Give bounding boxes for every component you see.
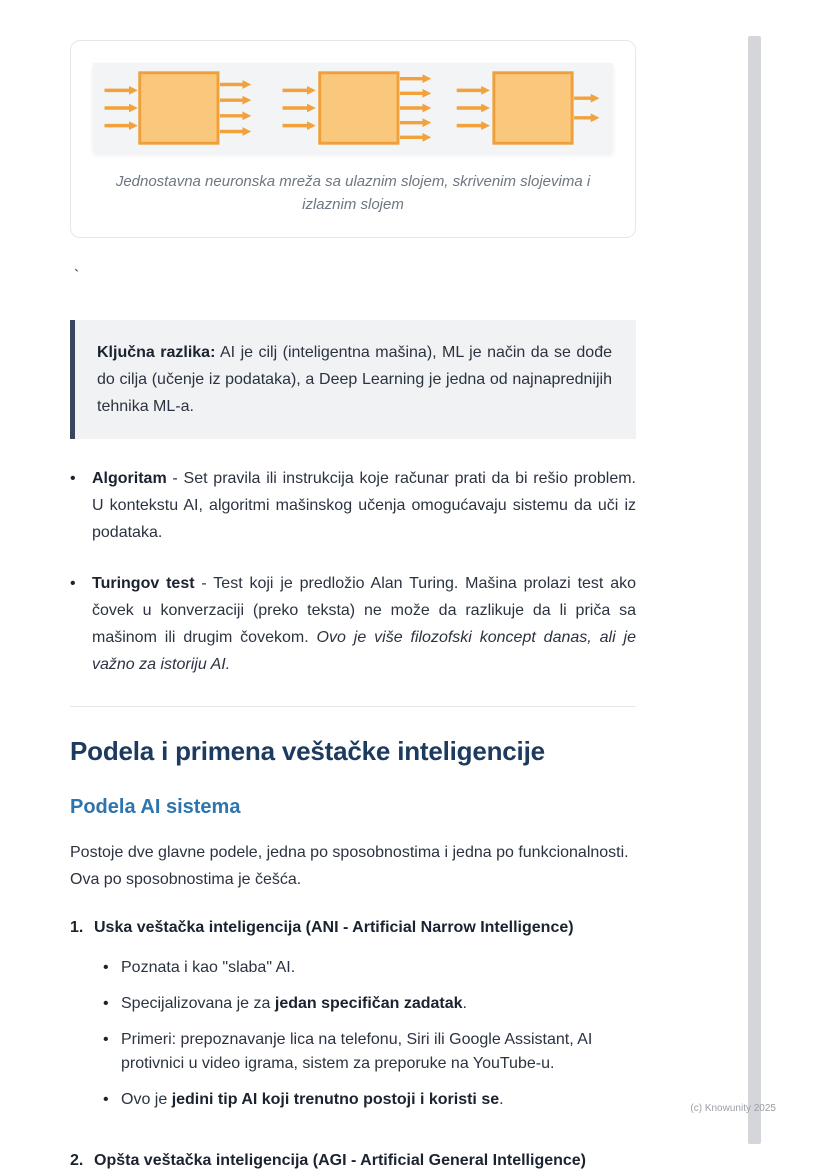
- definitions-list: [70, 465, 636, 678]
- callout-body: AI je cilj (inteligentna mašina), ML je način da se dođe do cilja (učenje iz podataka), a Deep Learning je jedna od najnaprednijih tehnika ML-a.: [97, 343, 613, 415]
- sub-bullet-item: [103, 1028, 636, 1076]
- neural-network-figure-card: [70, 40, 636, 238]
- document-content: [70, 40, 636, 1171]
- item-body: [94, 1148, 636, 1171]
- figure-caption: Jednostavna neuronska mreža sa ulaznim slojem, skrivenim slojevima i izlaznim slojem: [115, 173, 591, 214]
- neural-network-diagram-svg: [93, 63, 613, 153]
- definition-text: Turingov test - Test koji je predložio Alan Turing. Mašina prolazi test ako čovek u konverzaciji (preko teksta) ne može da razlikuje da li priča sa mašinom ili drugim čovekom. Ovo je više filozofski koncept danas, ali je važno za istoriju AI.: [92, 574, 636, 673]
- item-number: 2.: [70, 1151, 84, 1169]
- section-divider: [70, 706, 636, 707]
- item-body: [94, 915, 636, 1124]
- sub-bullet-text: Poznata i kao "slaba" AI.: [121, 958, 296, 976]
- item-title: Opšta veštačka inteligencija (AGI - Artificial General Intelligence): [94, 1151, 587, 1169]
- bullet-icon: •: [103, 1030, 109, 1048]
- callout-lead: Ključna razlika:: [97, 343, 216, 361]
- definition-item-algoritam: [70, 465, 636, 546]
- bullet-icon: •: [70, 469, 76, 487]
- subsection-heading: Podela AI sistema: [70, 795, 241, 818]
- scrollbar-track[interactable]: [748, 36, 761, 1144]
- network-layer-nodes: [140, 73, 572, 143]
- bullet-icon: •: [70, 574, 76, 592]
- definition-term: Algoritam: [92, 469, 167, 487]
- definition-text: Algoritam - Set pravila ili instrukcija koje računar prati da bi rešio problem. U kontekstu AI, algoritmi mašinskog učenja omogućavaju sistemu da uči iz podataka.: [92, 469, 636, 541]
- neural-network-image: [93, 63, 613, 153]
- intro-paragraph: Postoje dve glavne podele, jedna po sposobnostima i jedna po funkcionalnosti. Ova po sposobnostima je češća.: [70, 843, 629, 888]
- sub-bullet-text: Primeri: prepoznavanje lica na telefonu, Siri ili Google Assistant, AI protivnici u video igrama, sistem za preporuke na YouTube-u.: [121, 1030, 593, 1072]
- stray-backtick: `: [74, 267, 80, 285]
- callout-text: [97, 339, 612, 420]
- key-difference-callout: [70, 320, 636, 439]
- sub-bullet-text: Specijalizovana je za jedan specifičan zadatak.: [121, 994, 467, 1012]
- definition-term: Turingov test: [92, 574, 195, 592]
- section-heading: Podela i primena veštačke inteligencije: [70, 735, 545, 766]
- numbered-item-agi: [70, 1148, 636, 1171]
- bullet-icon: •: [103, 1090, 109, 1108]
- sub-bullet-item: [103, 992, 636, 1016]
- bullet-icon: •: [103, 958, 109, 976]
- sub-bullet-text: Ovo je jedini tip AI koji trenutno postoji i koristi se.: [121, 1090, 504, 1108]
- item-title: Uska veštačka inteligencija (ANI - Artificial Narrow Intelligence): [94, 918, 574, 936]
- item-number: 1.: [70, 918, 84, 936]
- numbered-list: [70, 915, 636, 1171]
- definition-item-turingov-test: [70, 570, 636, 678]
- sub-bullet-item: [103, 956, 636, 980]
- sub-bullet-list: [94, 956, 636, 1112]
- bullet-icon: •: [103, 994, 109, 1012]
- copyright-note: (c) Knowunity 2025: [690, 1103, 776, 1114]
- sub-bullet-item: [103, 1088, 636, 1112]
- numbered-item-ani: [70, 915, 636, 1124]
